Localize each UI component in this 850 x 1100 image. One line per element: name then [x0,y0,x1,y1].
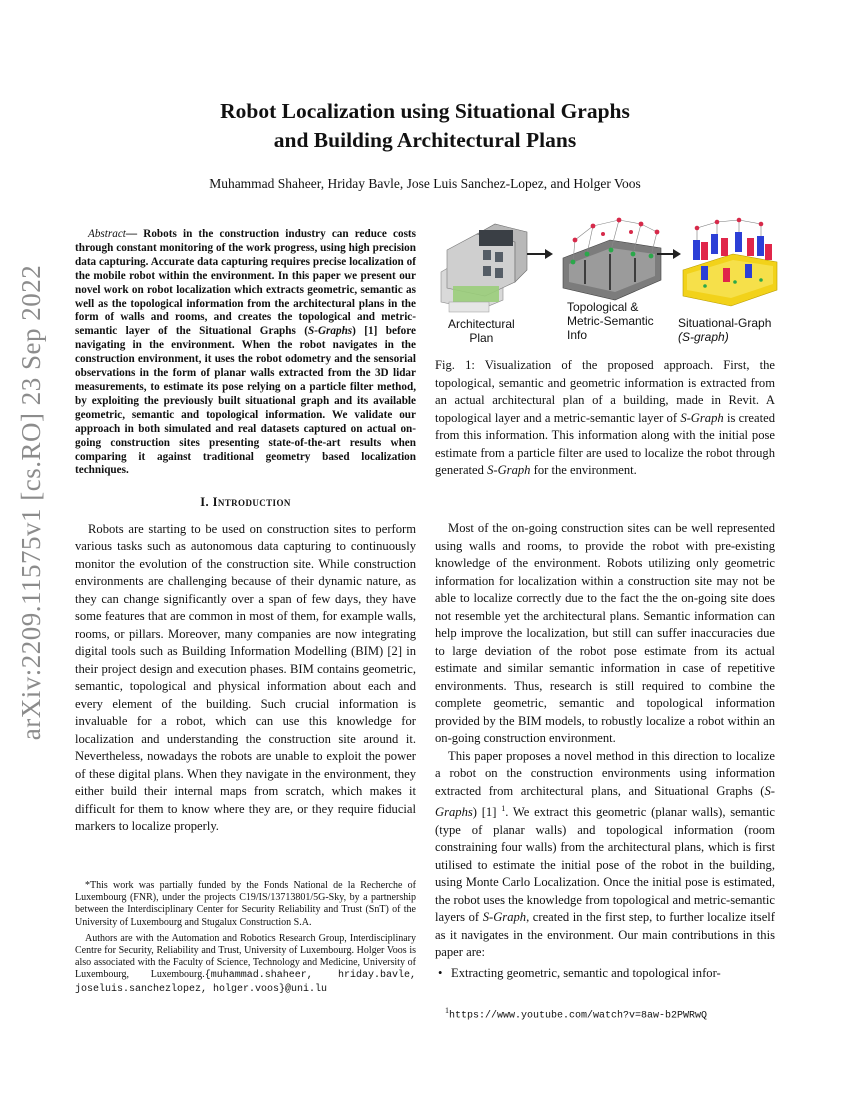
figure-label-sg-line-1: Situational-Graph [678,316,772,330]
caption-part-a: Fig. 1: Visualization of the proposed approach. First, the topological, semantic and geometric information is extracted from an actual architectural plan of a building, made in Revit. A topological layer and a metric-semantic layer of [435,358,775,425]
left-column [75,228,416,836]
footnote-affiliations-text: Authors are with the Automation and Robotics Research Group, Interdisciplinary Centre for Security, Reliability and Trust, University of Luxembourg. Holger Voos is also associated with the Faculty of Science, Technology and Medicine, University of Luxembourg, Luxembourg. [75,932,416,981]
right-p2-sgraph: S-Graph [482,910,527,925]
right-p2-part-b: ) [1] [472,805,502,820]
situational-graph-image [683,218,777,306]
right-paragraph-1: Most of the on-going construction sites can be well represented using walls and rooms, to provide the robot with pre-existing knowledge of the environment. Robots utilizing only geometric information for localization within a construction site may not be able to localize correctly due to the fact the the on-going site does not resemble yet the architectural plans. Semantic information can help improve the localization, but still can suffer inaccuracies due to large deviation of the robot pose estimate from its actual estimate and similar semantic information in case of repetitive environments. Thus, research is still required to combine the complete geometric, semantic and topological information provided by the BIM models, to robustly localize a robot within an on-going construction environment. [435,521,775,745]
figure-label-plan-line-2: Plan [469,331,494,345]
title-line-2: and Building Architectural Plans [273,128,577,152]
abstract-sgraphs: S-Graphs [308,325,353,338]
right-paragraph-2 [435,748,775,962]
footnote-marker-1[interactable]: 1 [501,804,506,813]
architectural-plan-image [441,224,527,312]
arrow-icon [527,249,553,259]
abstract [75,228,416,478]
right-p2-sgraphs: S-Graphs [435,783,775,820]
caption-part-c: for the environment. [530,463,637,477]
figure-label-topo-line-3: Info [567,328,588,342]
figure-1-caption [435,357,775,480]
right-p2-part-d: , created in the first step, to further localize itself as it navigates in the environment. Our main contributions in this paper are: [435,910,775,960]
figure-label-architectural-plan [448,317,515,345]
right-p2-part-a: This paper proposes a novel method in this direction to localize a robot on the construction environments using information extracted from architectural plans, and Situational Graphs ( [435,748,775,798]
arxiv-stamp [4,264,60,741]
section-number: I. [200,495,213,510]
section-title: Introduction [212,495,291,510]
contribution-bullet-1: • Extracting geometric, semantic and topological infor- [435,965,775,983]
caption-sgraph-2: S-Graph [487,463,531,477]
right-p2-part-c: . We extract this geometric (planar walls), semantic (type of planar walls) and topological information (room constraining four walls) from the architectural plans, which is first utilised to estimate the initial pose of the robot in the building, using Monte Carlo Localization. Once the initial pose is estimated, the robot uses the knowledge from topological and metric-semantic layers of [435,805,775,925]
figure-1 [435,210,780,350]
footnote-url [445,1006,785,1021]
footnote-url-link[interactable]: https://www.youtube.com/watch?v=8aw-b2PWRwQ [449,1010,708,1022]
intro-paragraph-1: Robots are starting to be used on construction sites to perform various tasks such as autonomous data capturing to continuously monitor the evolution of the construction site. While construction environments are challenging because of their dynamic nature, as they can change significantly over a span of few days, they have some features that are common in most of them, for example walls, rooms, or pillars. Moreover, many companies are now integrating digital tools such as Building Information Modelling (BIM) [2] in their project design and execution phases. BIM contains geometric, semantic, topological and physical information about each and every element of the building. Such crucial information is invaluable for a robot, which can use this knowledge for localization and understanding the construction site around it. Nevertheless, nowadays the robots are unable to exploit the power of these digital plans. When they navigate in the environment, they either build their internal maps from scratch, which makes it difficult for them to know where they are, or they require fiducial markers to localize properly. [75,521,416,834]
figure-label-plan-line-1: Architectural [448,317,515,331]
right-column [435,520,775,982]
paper-title [150,97,700,155]
caption-sgraph: S-Graph [680,410,724,425]
author-list: Muhammad Shaheer, Hriday Bavle, Jose Luis Sanchez-Lopez, and Holger Voos [209,176,641,191]
footnote-emails: {muhammad.shaheer, hriday.bavle, joseluis.sanchezlopez, holger.voos}@uni.lu [75,970,417,995]
abstract-body-2: ) [1] before navigating in the environment. When the robot navigates in the construction environment, it uses the robot odometry and the sensorial observations in the form of planar walls extracted from the 3D lidar measurements, to estimate its pose relying on a particle filter method, by exploiting the previously built situational graph and its available geometric, semantic and topological information. We validate our approach in both simulated and real datasets captured on actual on-going construction sites presenting state-of-the-art results when comparing it against traditional geometry based localization techniques. [75,325,416,477]
section-heading-introduction [75,494,416,512]
title-line-1: Robot Localization using Situational Graphs [220,99,630,123]
figure-label-topo-line-1: Topological & [567,300,639,314]
footnote-affiliations [75,933,416,996]
footnotes-left [75,880,416,1000]
abstract-body: Robots in the construction industry can reduce costs through constant monitoring of the work progress, using high precision data capturing. Accurate data capturing requires precise localization of the mobile robot within the environment. In this paper we present our novel work on robot localization which extracts geometric, semantic as well as the topological information from the architectural plans in the form of walls and rooms, and creates the topological and metric-semantic layer of the Situational Graphs ( [75,228,416,338]
caption-part-b: is created from this information. This information along with the initial pose estimate from a particle filter are used to localize the robot through generated [435,410,775,477]
figure-label-topo-line-2: Metric-Semantic [567,314,654,328]
footnote-url-mark: 1 [445,1006,449,1015]
footnote-funding: *This work was partially funded by the Fonds National de la Recherche of Luxembourg (FNR), under the projects C19/IS/13713801/5G-Sky, by a partnership between the Interdisciplinary Center for Security Reliability and Trust (SnT) of the University of Luxembourg and Stugalux Construction S.A. [75,880,416,928]
figure-label-situational-graph [678,316,771,344]
abstract-lead: Abstract [88,228,126,240]
figure-label-topological [567,300,654,342]
topological-graph-image [563,218,661,300]
abstract-dash: — [125,228,144,240]
figure-label-sg-line-2: (S-graph) [678,330,729,344]
arxiv-stamp-text: arXiv:2209.11575v1 [cs.RO] 23 Sep 2022 [16,264,47,741]
